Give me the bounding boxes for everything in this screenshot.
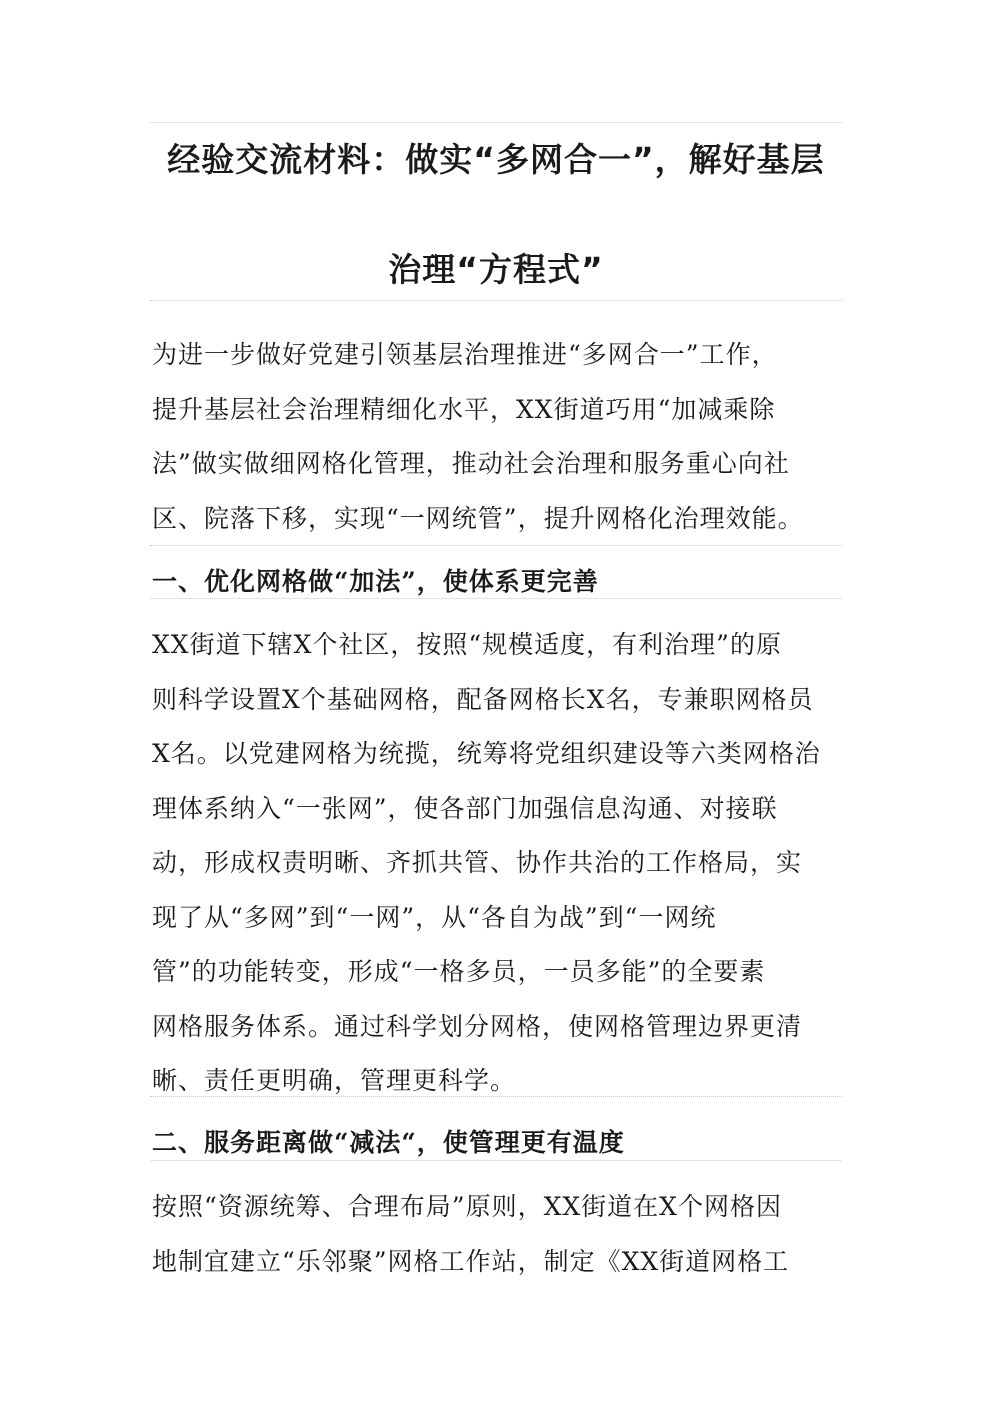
paragraph-line: 理体系纳入“一张网”，使各部门加强信息沟通、对接联 [152, 793, 778, 823]
divider [150, 300, 842, 301]
document-page [150, 0, 842, 1403]
section-2-heading: 二、服务距离做“减法“，使管理更有温度 [152, 1128, 625, 1157]
paragraph-line: 按照“资源统筹、合理布局”原则，XX街道在X个网格因 [152, 1192, 782, 1221]
section-2-paragraph [152, 1180, 842, 1289]
paragraph-line: 现了从“多网”到“一网”，从“各自为战”到“一网统 [152, 902, 717, 932]
paragraph-line: 地制宜建立“乐邻聚”网格工作站，制定《XX街道网格工 [152, 1246, 790, 1276]
divider [150, 545, 842, 546]
document-title-line-2: 治理“方程式” [388, 250, 604, 289]
paragraph-line: 则科学设置X个基础网格，配备网格长X名，专兼职网格员 [152, 684, 814, 714]
document-title-line-1: 经验交流材料：做实“多网合一”，解好基层 [167, 140, 825, 179]
paragraph-line: 管”的功能转变，形成“一格多员，一员多能”的全要素 [152, 957, 766, 986]
section-1-paragraph [152, 618, 842, 1109]
paragraph-line: XX街道下辖X个社区，按照“规模适度，有利治理”的原 [152, 630, 782, 659]
paragraph-line: 动，形成权责明晰、齐抓共管、协作共治的工作格局，实 [152, 848, 803, 877]
section-1-heading: 一、优化网格做“加法”，使体系更完善 [152, 567, 599, 596]
paragraph-line: 提升基层社会治理精细化水平，XX街道巧用“加减乘除 [152, 394, 776, 424]
divider [150, 598, 842, 599]
paragraph-line: 为进一步做好党建引领基层治理推进“多网合一”工作， [152, 340, 778, 369]
paragraph-line: 法”做实做细网格化管理，推动社会治理和服务重心向社 [152, 449, 790, 478]
divider [150, 1096, 842, 1097]
divider [150, 1160, 842, 1161]
divider [150, 122, 842, 123]
paragraph-line: 晰、责任更明确，管理更科学。 [152, 1066, 517, 1095]
paragraph-line: X名。以党建网格为统揽，统筹将党组织建设等六类网格治 [152, 739, 821, 768]
paragraph-line: 网格服务体系。通过科学划分网格，使网格管理边界更清 [152, 1011, 803, 1041]
paragraph-line: 区、院落下移，实现“一网统管”，提升网格化治理效能。 [152, 503, 804, 533]
intro-paragraph [152, 328, 842, 546]
